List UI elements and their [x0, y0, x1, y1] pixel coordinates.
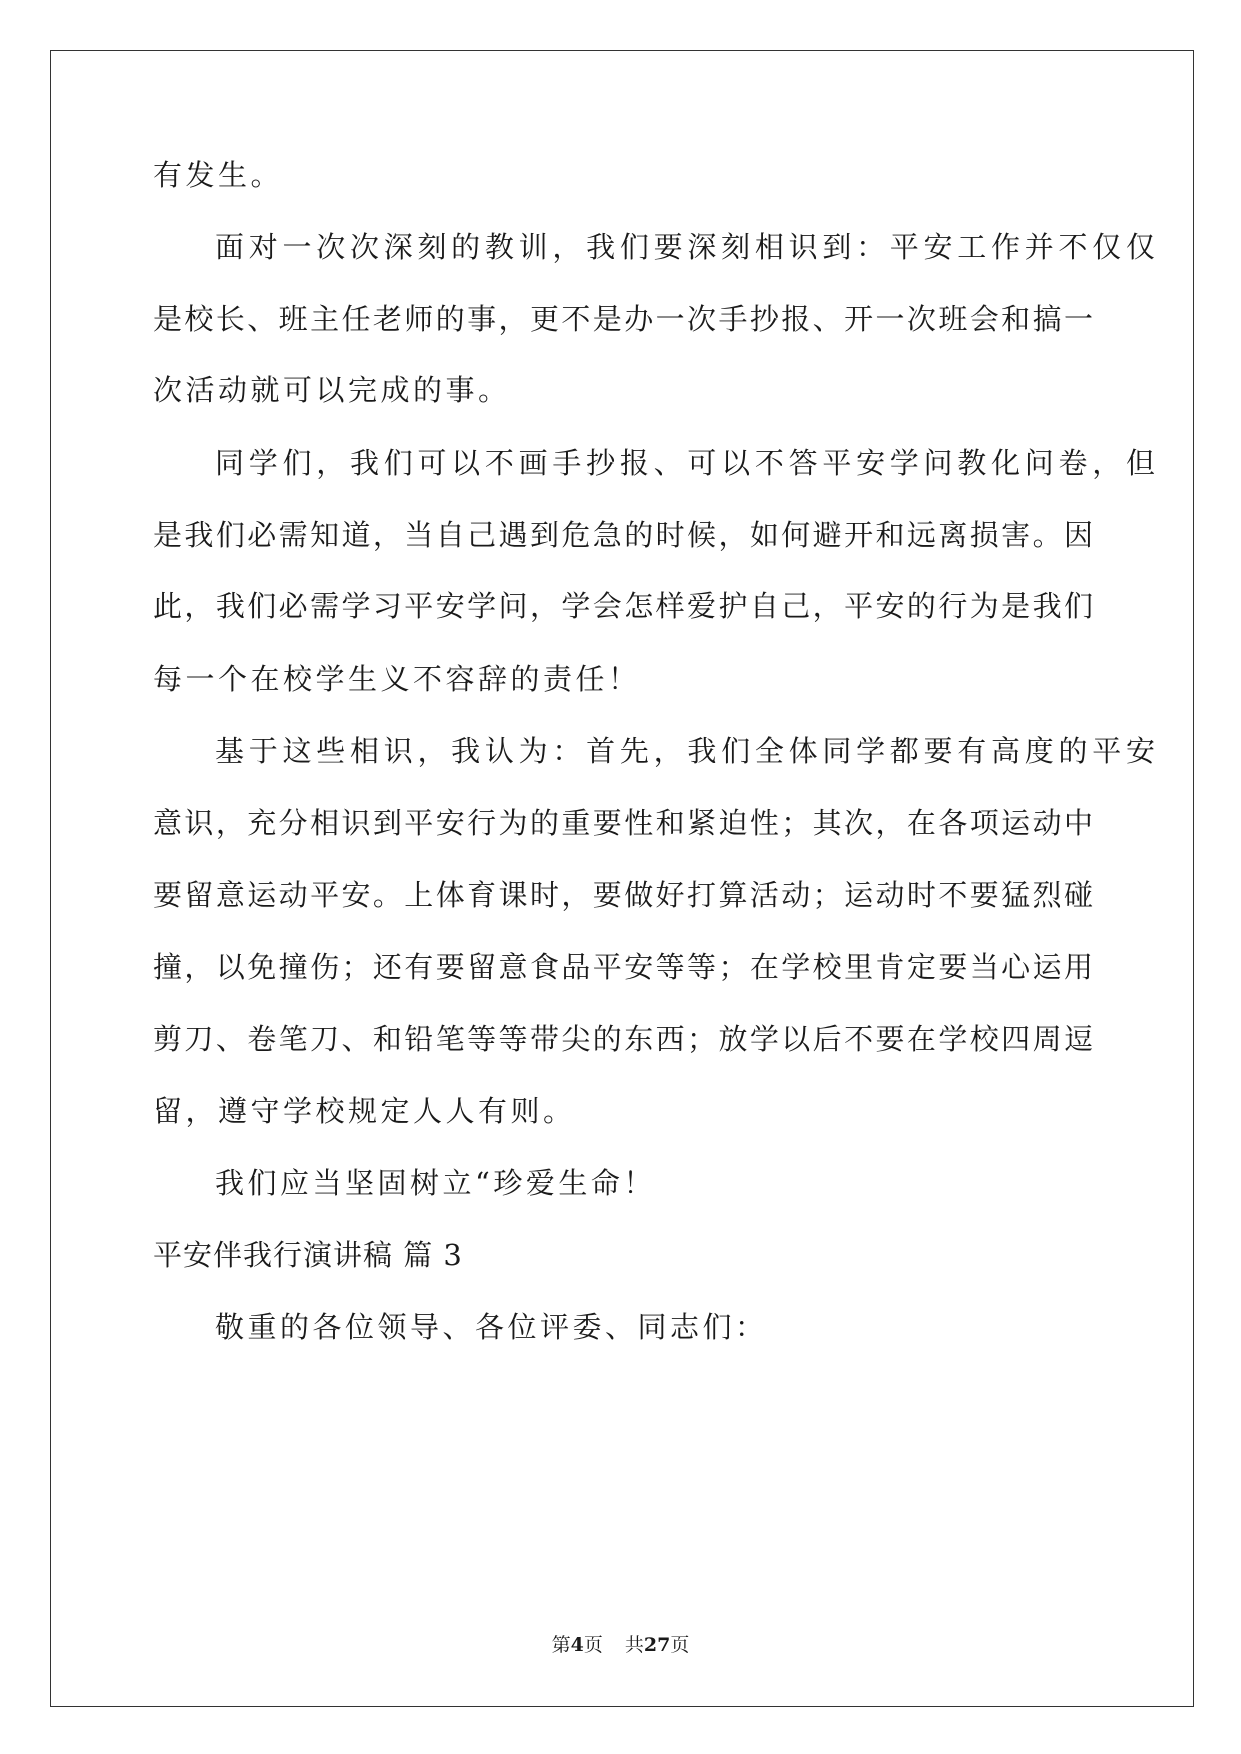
text-line-6: 是我们必需知道，当自己遇到危急的时候，如何避开和远离损害。因 [153, 518, 1093, 552]
footer-page-total: 27 [643, 1634, 671, 1656]
text-line-14: 留，遵守学校规定人人有则。 [153, 1094, 576, 1128]
text-line-8: 每一个在校学生义不容辞的责任！ [153, 662, 641, 696]
footer-total-prefix: 共 [624, 1634, 644, 1656]
footer-page-current: 4 [570, 1634, 584, 1656]
text-line-5: 同学们，我们可以不画手抄报、可以不答平安学问教化问卷，但 [215, 446, 1155, 480]
text-line-3: 是校长、班主任老师的事，更不是办一次手抄报、开一次班会和搞一 [153, 302, 1093, 336]
footer-page-prefix: 第 [551, 1634, 571, 1656]
footer-total-suffix: 页 [670, 1634, 690, 1656]
text-line-7: 此，我们必需学习平安学问，学会怎样爱护自己，平安的行为是我们 [153, 589, 1093, 623]
page-footer [0, 1630, 1241, 1657]
footer-page-mid: 页 [583, 1634, 603, 1656]
text-line-2: 面对一次次深刻的教训，我们要深刻相识到：平安工作并不仅仅 [215, 230, 1155, 264]
text-line-13: 剪刀、卷笔刀、和铅笔等等带尖的东西；放学以后不要在学校四周逗 [153, 1022, 1093, 1056]
section-heading: 平安伴我行演讲稿 篇 3 [153, 1238, 463, 1272]
text-line-9: 基于这些相识，我认为：首先，我们全体同学都要有高度的平安 [215, 734, 1155, 768]
text-line-1: 有发生。 [153, 158, 284, 192]
text-line-17: 敬重的各位领导、各位评委、同志们： [215, 1310, 768, 1344]
text-line-10: 意识，充分相识到平安行为的重要性和紧迫性；其次，在各项运动中 [153, 806, 1093, 840]
text-line-12: 撞，以免撞伤；还有要留意食品平安等等；在学校里肯定要当心运用 [153, 950, 1093, 984]
text-line-15: 我们应当坚固树立“珍爱生命！ [215, 1166, 656, 1200]
text-line-11: 要留意运动平安。上体育课时，要做好打算活动；运动时不要猛烈碰 [153, 878, 1093, 912]
text-line-4: 次活动就可以完成的事。 [153, 373, 511, 407]
